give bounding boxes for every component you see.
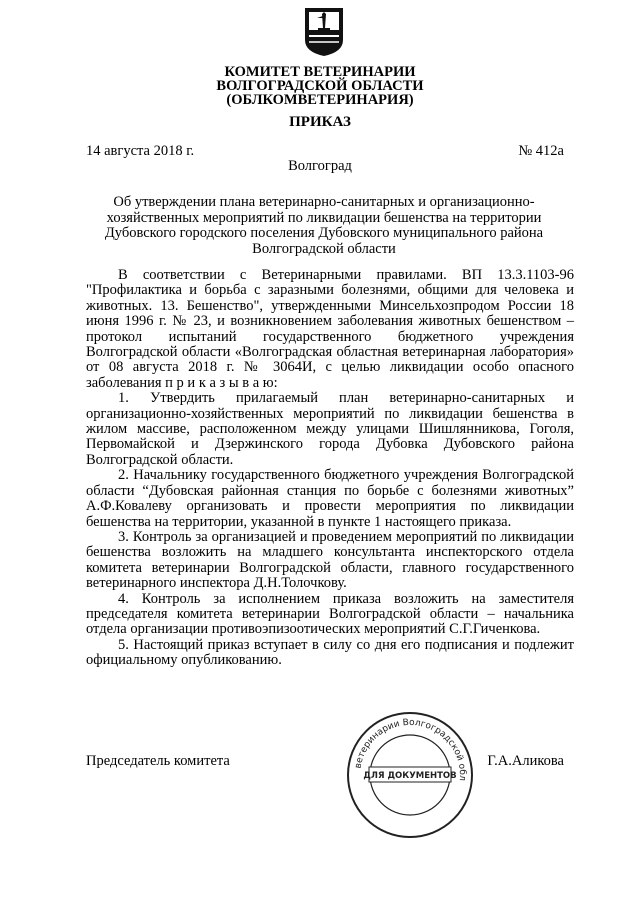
official-stamp xyxy=(345,710,475,840)
signatory-position: Председатель комитета xyxy=(86,753,230,769)
document-number: № 412а xyxy=(518,143,564,159)
document-type-title: ПРИКАЗ xyxy=(289,114,351,130)
org-name-line-1: КОМИТЕТ ВЕТЕРИНАРИИ xyxy=(224,64,416,80)
body-paragraph-item-1: 1. Утвердить прилагаемый план ветеринарно-санитарных и организационно-хозяйственных мероприятий по ликвидации бешенства в жилом массиве, расположенном между улицами Шишлянникова, Гоголя, Первомайской и Дзержинского города Дубовка Дубовского района Волгоградской области. xyxy=(86,390,574,468)
document-subject: Об утверждении плана ветеринарно-санитарных и организационно-хозяйственных мероприятий по ликвидации бешенства на территории Дубовского городского поселения Дубовского муниципального района Волгоградской области xyxy=(104,194,544,257)
stamp-ring-text: ветеринарии Волгоградской обл xyxy=(353,717,468,782)
body-paragraph-preamble: В соответствии с Ветеринарными правилами. ВП 13.3.1103-96 "Профилактика и борьба с заразными болезнями, общими для человека и животных. 13. Бешенство", утвержденными Минсельхозпродом России 18 июня 1996 г. № 23, и возникновением заболевания животных бешенством – протокол испытаний государственного бюджетного учреждения Волгоградской области «Волгоградская областная ветеринарная лаборатория» от 08 августа 2018 г. № 3064И, с целью ликвидации особо опасного заболевания п р и к а з ы в а ю: xyxy=(86,267,574,391)
body-paragraph-item-4: 4. Контроль за исполнением приказа возложить на заместителя председателя комитета ветеринарии Волгоградской области – начальника отдела организации противоэпизоотических мероприятий С.Г.Гиченкова. xyxy=(86,590,574,638)
org-name-line-3: (ОБЛКОМВЕТЕРИНАРИЯ) xyxy=(226,92,414,108)
document-body xyxy=(86,268,574,669)
document-date: 14 августа 2018 г. xyxy=(86,143,195,159)
body-paragraph-item-5: 5. Настоящий приказ вступает в силу со дня его подписания и подлежит официальному опубликованию. xyxy=(86,636,574,669)
body-paragraph-item-2: 2. Начальнику государственного бюджетного учреждения Волгоградской области “Дубовская районная станция по борьбе с болезнями животных” А.Ф.Ковалеву организовать и провести мероприятия по ликвидации бешенства на территории, указанной в пункте 1 настоящего приказа. xyxy=(86,467,574,530)
org-name-line-2: ВОЛГОГРАДСКОЙ ОБЛАСТИ xyxy=(216,78,424,94)
signatory-name: Г.А.Аликова xyxy=(487,753,564,769)
document-city: Волгоград xyxy=(288,158,352,174)
coat-of-arms-emblem xyxy=(303,6,345,58)
body-paragraph-item-3: 3. Контроль за организацией и проведением мероприятий по ликвидации бешенства возложить на младшего консультанта инспекторского отдела комитета ветеринарии Волгоградской области, главного государственного ветеринарного инспектора Д.Н.Толочкову. xyxy=(86,528,574,592)
stamp-center-text: ДЛЯ ДОКУМЕНТОВ xyxy=(363,771,457,781)
